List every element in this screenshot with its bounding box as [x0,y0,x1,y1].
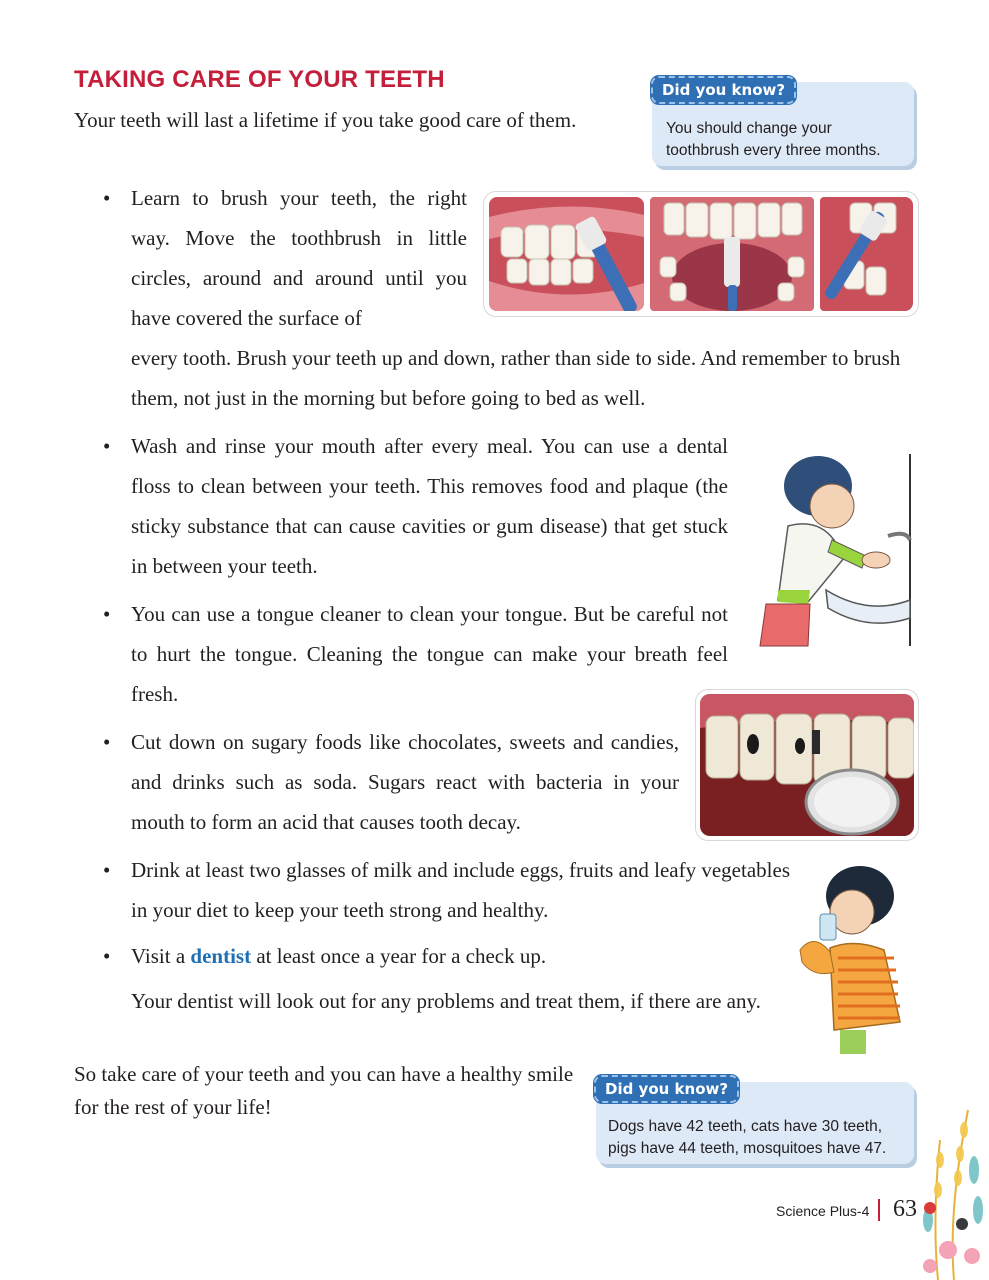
bullet-text-tongue: You can use a tongue cleaner to clean your tongue. But be careful not to hurt the tongue. Cleaning the tongue can make your breath feel fresh. [131,602,728,706]
boy-drinking-illustration [794,862,918,1058]
footer-divider [878,1199,880,1221]
did-you-know-text-2: Dogs have 42 teeth, cats have 30 teeth, pigs have 44 teeth, mosquitoes have 47. [608,1118,887,1157]
bullet-marker: • [103,186,111,210]
bullet-text-sugar: Cut down on sugary foods like chocolates, sweets and candies, and drinks such as soda. Sugars react with bacteria in your mouth to form an acid that causes tooth decay. [131,730,679,834]
brushing-illustration-inner [650,197,814,311]
bullet-marker: • [103,944,111,968]
did-you-know-tag-1: Did you know? [651,76,796,104]
bullet-marker: • [103,858,111,882]
keyword-dentist: dentist [190,944,252,968]
bullet-text-milk: Drink at least two glasses of milk and include eggs, fruits and leafy vegetables in your diet to keep your teeth strong and healthy. [131,858,790,922]
boy-washing-illustration [748,440,924,652]
bullet-text-brushing-continued: every tooth. Brush your teeth up and down, rather than side to side. And remember to brush them, not just in the morning but before going to bed as well. [131,346,901,410]
dentist-follow-paragraph: Your dentist will look out for any problems and treat them, if there are any. [131,989,761,1013]
bullet-text-rinse: Wash and rinse your mouth after every meal. You can use a dental floss to clean between your teeth. This removes food and plaque (the sticky substance that can cause cavities or gum disease) that get stuck in between your teeth. [131,434,728,578]
bullet-marker: • [103,730,111,754]
book-title: Science Plus-4 [776,1203,870,1219]
intro-paragraph: Your teeth will last a lifetime if you take good care of them. [74,108,577,132]
bullet-marker: • [103,434,111,458]
closing-paragraph: So take care of your teeth and you can have a healthy smile for the rest of your life! [74,1062,574,1119]
brushing-illustration-side [820,197,913,311]
dentist-suffix: at least once a year for a check up. [256,944,547,968]
brushing-illustration-front [489,197,644,311]
bullet-text-dentist [131,936,771,976]
dentist-prefix: Visit a [131,944,186,968]
tooth-decay-photo [700,694,914,836]
did-you-know-tag-2: Did you know? [594,1075,739,1103]
did-you-know-text-1: You should change your toothbrush every three months. [666,120,881,159]
bullet-marker: • [103,602,111,626]
page-title: TAKING CARE OF YOUR TEETH [74,66,445,93]
bullet-text-brushing: Learn to brush your teeth, the right way. Move the toothbrush in little circles, around and around until you have covered the surface of [131,186,467,330]
page-number: 63 [893,1196,917,1222]
floral-decoration [918,1100,989,1280]
